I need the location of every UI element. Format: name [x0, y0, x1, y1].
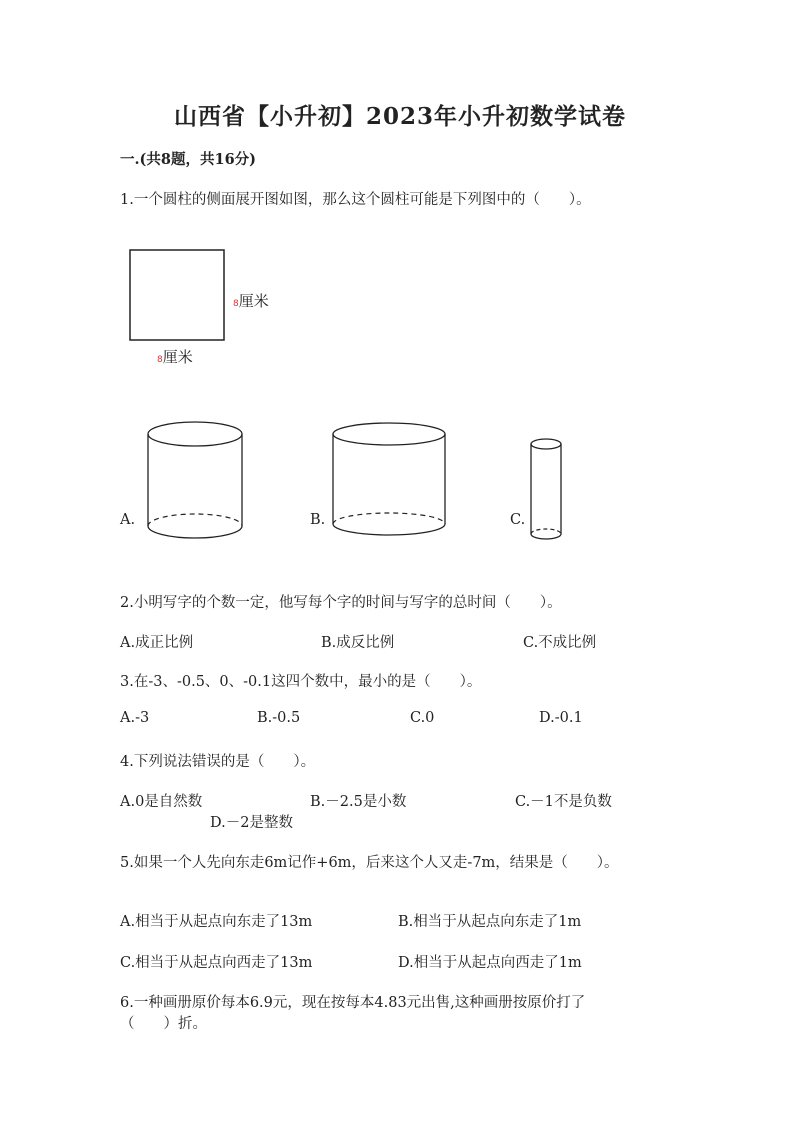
q4-option-b[interactable]: B.－2.5是小数	[310, 794, 407, 810]
square-shape	[130, 250, 224, 340]
q3-option-c[interactable]: C.0	[410, 710, 435, 726]
side-length-label: 8厘米	[233, 292, 269, 310]
q1-option-a[interactable]: A.	[120, 512, 136, 528]
question-3-text: 3.在-3、-0.5、0、-0.1这四个数中，最小的是（ ）。	[120, 674, 482, 690]
q4-option-c[interactable]: C.－1不是负数	[515, 794, 612, 810]
q3-option-d[interactable]: D.-0.1	[539, 710, 583, 726]
q5-option-a[interactable]: A.相当于从起点向东走了13m	[120, 914, 313, 930]
question-5-text: 5.如果一个人先向东走6m记作+6m，后来这个人又走-7m，结果是（ ）。	[120, 855, 619, 871]
bottom-length-label: 8厘米	[157, 348, 193, 366]
q1-option-b[interactable]: B.	[310, 512, 326, 528]
q1-option-c[interactable]: C.	[510, 512, 526, 528]
cylinder-c-figure	[529, 434, 565, 546]
q5-option-b[interactable]: B.相当于从起点向东走了1m	[398, 914, 582, 930]
question-1-text: 1.一个圆柱的侧面展开图如图，那么这个圆柱可能是下列图中的（ ）。	[120, 192, 591, 208]
side-development-figure	[0, 0, 800, 380]
q2-option-a[interactable]: A.成正比例	[120, 635, 194, 651]
cylinder-a-figure	[146, 420, 246, 545]
q3-option-b[interactable]: B.-0.5	[257, 710, 301, 726]
q2-option-c[interactable]: C.不成比例	[523, 635, 597, 651]
question-2-text: 2.小明写字的个数一定，他写每个字的时间与写字的总时间（ ）。	[120, 595, 562, 611]
cylinder-b-figure	[331, 420, 451, 545]
q5-option-d[interactable]: D.相当于从起点向西走了1m	[398, 955, 582, 971]
q4-option-d[interactable]: D.－2是整数	[210, 815, 293, 831]
question-6-text-line1: 6.一种画册原价每本6.9元，现在按每本4.83元出售,这种画册按原价打了	[120, 995, 586, 1011]
q2-option-b[interactable]: B.成反比例	[321, 635, 395, 651]
q4-option-a[interactable]: A.0是自然数	[120, 794, 203, 810]
question-4-text: 4.下列说法错误的是（ ）。	[120, 754, 316, 770]
question-6-text-line2: （ ）折。	[120, 1016, 207, 1032]
q5-option-c[interactable]: C.相当于从起点向西走了13m	[120, 955, 313, 971]
section-heading: 一.(共8题，共16分)	[120, 151, 257, 168]
page-title: 山西省【小升初】2023年小升初数学试卷	[173, 103, 626, 130]
q3-option-a[interactable]: A.-3	[120, 710, 150, 726]
